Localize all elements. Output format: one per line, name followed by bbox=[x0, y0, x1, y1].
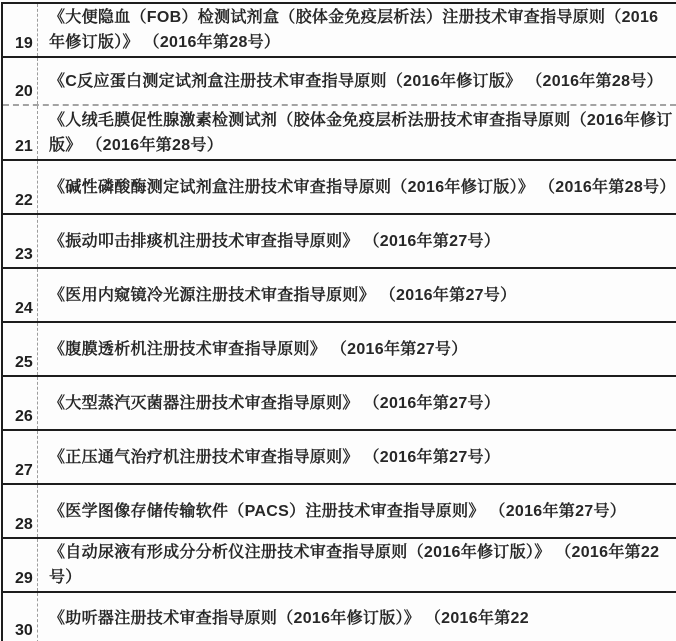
guideline-title: 《助听器注册技术审查指导原则（2016年修订版）》 （2016年第22 bbox=[49, 609, 529, 627]
row-number: 24 bbox=[3, 269, 38, 321]
table-row bbox=[3, 431, 676, 485]
guideline-title: 《C反应蛋白测定试剂盒注册技术审查指导原则（2016年修订版》 （2016年第28号） bbox=[49, 72, 663, 90]
row-number: 26 bbox=[3, 377, 38, 429]
table-row bbox=[3, 58, 676, 106]
table-row bbox=[3, 4, 676, 58]
table-row bbox=[3, 215, 676, 269]
guideline-title: 《自动尿液有形成分分析仪注册技术审查指导原则（2016年修订版）》 （2016年第22号） bbox=[49, 544, 660, 586]
row-number: 30 bbox=[3, 593, 38, 641]
guideline-title: 《振动叩击排痰机注册技术审查指导原则》 （2016年第27号） bbox=[49, 232, 501, 250]
table-row bbox=[3, 377, 676, 431]
table-row bbox=[3, 593, 676, 641]
row-number: 20 bbox=[3, 58, 38, 104]
table-row bbox=[3, 269, 676, 323]
row-number: 21 bbox=[3, 106, 38, 159]
guideline-title: 《医学图像存储传输软件（PACS）注册技术审查指导原则》 （2016年第27号） bbox=[49, 502, 627, 520]
row-number: 23 bbox=[3, 215, 38, 267]
guideline-title: 《大型蒸汽灭菌器注册技术审查指导原则》 （2016年第27号） bbox=[49, 394, 501, 412]
guideline-title: 《人绒毛膜促性腺激素检测试剂（胶体金免疫层析法册技术审查指导原则（2016年修订版》 （2016年第28号） bbox=[49, 111, 673, 154]
row-number: 25 bbox=[3, 323, 38, 375]
table-row bbox=[3, 161, 676, 215]
table-row bbox=[3, 106, 676, 161]
guidelines-table bbox=[1, 2, 676, 641]
table-row bbox=[3, 323, 676, 377]
table-row bbox=[3, 539, 676, 593]
guideline-title: 《正压通气治疗机注册技术审查指导原则》 （2016年第27号） bbox=[49, 448, 501, 466]
guideline-title: 《腹膜透析机注册技术审查指导原则》 （2016年第27号） bbox=[49, 340, 468, 358]
table-row bbox=[3, 485, 676, 539]
row-number: 19 bbox=[3, 4, 38, 56]
row-number: 27 bbox=[3, 431, 38, 483]
row-number: 22 bbox=[3, 161, 38, 213]
guideline-title: 《医用内窥镜冷光源注册技术审查指导原则》 （2016年第27号） bbox=[49, 286, 517, 304]
row-number: 28 bbox=[3, 485, 38, 537]
guideline-title: 《碱性磷酸酶测定试剂盒注册技术审查指导原则（2016年修订版）》 （2016年第28号） bbox=[49, 178, 676, 196]
guideline-title: 《大便隐血（FOB）检测试剂盒（胶体金免疫层析法）注册技术审查指导原则（2016年修订版）》 （2016年第28号） bbox=[49, 9, 659, 51]
row-number: 29 bbox=[3, 539, 38, 591]
